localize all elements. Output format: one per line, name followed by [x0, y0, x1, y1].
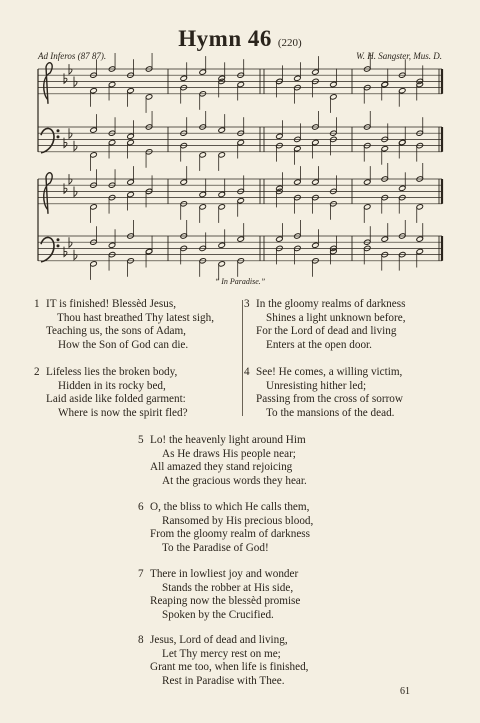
flat-icon	[74, 250, 77, 260]
flat-icon	[69, 237, 72, 247]
verse-line: In the gloomy realms of darkness	[256, 298, 406, 310]
page-number: 61	[400, 686, 410, 697]
verse-line: To the Paradise of God!	[162, 541, 269, 554]
bass-clef-icon	[41, 237, 54, 261]
verse-line: O, the bliss to which He calls them,	[150, 501, 310, 513]
verse-line: Reaping now the blessèd promise	[150, 595, 301, 608]
verse-line: Spoken by the Crucified.	[162, 608, 274, 621]
verse-line: Ransomed by His precious blood,	[162, 514, 314, 527]
flat-icon	[69, 64, 72, 74]
verse-number: 2	[34, 366, 40, 378]
music-score	[0, 0, 480, 280]
composer-name: W. H. Sangster, Mus. D.	[356, 51, 442, 61]
column-divider	[242, 300, 243, 416]
verse-4	[244, 366, 403, 420]
verse-line: There in lowliest joy and wonder	[150, 568, 299, 580]
verse-line: Thou hast breathed Thy latest sigh,	[57, 311, 215, 324]
verse-line: Lifeless lies the broken body,	[46, 366, 178, 378]
bass-clef-dot	[57, 245, 59, 247]
bass-clef-dot	[57, 130, 59, 132]
verse-number: 5	[138, 434, 144, 446]
verse-line: From the gloomy realm of darkness	[150, 528, 311, 541]
verse-line: Teaching us, the sons of Adam,	[46, 325, 186, 338]
verse-number: 4	[244, 366, 250, 378]
verse-line: Hidden in its rocky bed,	[58, 379, 166, 392]
bass-clef-icon	[41, 128, 54, 152]
verse-line: How the Son of God can die.	[58, 338, 189, 351]
verse-5	[138, 434, 307, 488]
hymn-title: Hymn 46	[178, 26, 272, 51]
verse-number: 7	[138, 568, 144, 580]
verse-line: IT is finished! Blessèd Jesus,	[46, 298, 176, 310]
score-caption: “ In Paradise.”	[214, 277, 266, 286]
verse-line: Enters at the open door.	[266, 338, 372, 351]
verse-line: Laid aside like folded garment:	[46, 393, 186, 406]
verse-line: As He draws His people near;	[162, 447, 296, 460]
verse-line: Rest in Paradise with Thee.	[162, 674, 285, 687]
verse-line: To the mansions of the dead.	[266, 406, 395, 419]
verse-line: Passing from the cross of sorrow	[256, 393, 403, 406]
verse-line: Where is now the spirit fled?	[58, 406, 188, 419]
verse-3	[244, 298, 406, 352]
flat-icon	[74, 187, 77, 197]
verse-7	[138, 568, 301, 622]
verse-line: Let Thy mercy rest on me;	[162, 647, 281, 660]
tune-name: Ad Inferos (87 87).	[38, 51, 107, 61]
bass-clef-dot	[57, 239, 59, 241]
verse-line: See! He comes, a willing victim,	[256, 366, 403, 378]
flat-icon	[74, 77, 77, 87]
verse-line: Grant me too, when life is finished,	[150, 661, 309, 674]
verse-number: 8	[138, 634, 144, 646]
verse-number: 3	[244, 298, 250, 310]
verse-number: 1	[34, 298, 40, 310]
flat-icon	[69, 128, 72, 138]
verse-line: Stands the robber at His side,	[162, 581, 294, 594]
verse-line: At the gracious words they hear.	[162, 474, 307, 487]
hymn-number: (220)	[277, 37, 302, 49]
flat-icon	[69, 174, 72, 184]
verse-line: Shines a light unknown before,	[266, 311, 406, 324]
verse-line: For the Lord of dead and living	[256, 325, 397, 338]
verse-line: Unresisting hither led;	[266, 379, 367, 392]
verse-number: 6	[138, 501, 144, 513]
verse-6	[138, 501, 314, 555]
verse-line: Jesus, Lord of dead and living,	[150, 634, 288, 646]
verse-line: Lo! the heavenly light around Him	[150, 434, 306, 446]
flat-icon	[74, 141, 77, 151]
verse-1	[34, 298, 215, 352]
verse-line: All amazed they stand rejoicing	[150, 461, 293, 474]
bass-clef-dot	[57, 136, 59, 138]
verse-8	[138, 634, 309, 688]
verse-2	[34, 366, 188, 420]
